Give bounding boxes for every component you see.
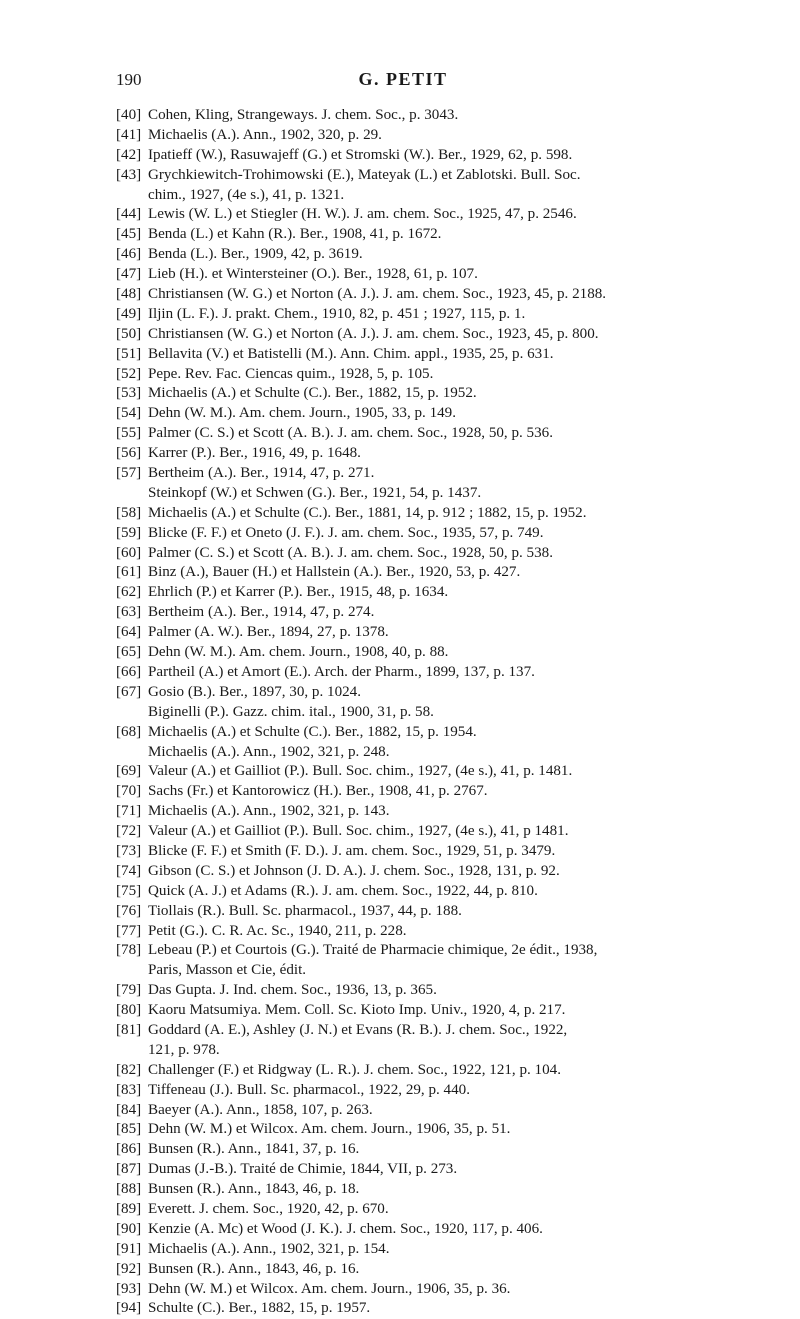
- reference-line: [116, 563, 704, 583]
- reference-line: [116, 146, 704, 166]
- reference-number: [56]: [116, 445, 142, 462]
- reference-text: Bunsen (R.). Ann., 1843, 46, p. 16.: [148, 1260, 360, 1277]
- reference-text: Challenger (F.) et Ridgway (L. R.). J. chem. Soc., 1922, 121, p. 104.: [148, 1061, 561, 1078]
- reference-line: [116, 1280, 704, 1300]
- reference-line: [116, 902, 704, 922]
- reference-text: Bertheim (A.). Ber., 1914, 47, p. 274.: [148, 604, 375, 621]
- reference-text: Steinkopf (W.) et Schwen (G.). Ber., 1921, 54, p. 1437.: [148, 484, 482, 501]
- reference-line: [116, 166, 704, 186]
- reference-text: Quick (A. J.) et Adams (R.). J. am. chem. Soc., 1922, 44, p. 810.: [148, 882, 538, 899]
- reference-text: Michaelis (A.). Ann., 1902, 321, p. 248.: [148, 743, 390, 760]
- reference-text: Lewis (W. L.) et Stiegler (H. W.). J. am. chem. Soc., 1925, 47, p. 2546.: [148, 206, 577, 223]
- reference-number: [40]: [116, 107, 142, 123]
- reference-text: Kaoru Matsumiya. Mem. Coll. Sc. Kioto Imp. Univ., 1920, 4, p. 217.: [148, 1002, 566, 1019]
- reference-text: Everett. J. chem. Soc., 1920, 42, p. 670.: [148, 1200, 389, 1217]
- reference-line: [116, 603, 704, 623]
- reference-text: 121, p. 978.: [148, 1041, 220, 1058]
- reference-text: Cohen, Kling, Strangeways. J. chem. Soc., p. 3043.: [148, 107, 459, 123]
- reference-line: [116, 782, 704, 802]
- reference-text: Bunsen (R.). Ann., 1843, 46, p. 18.: [148, 1181, 360, 1198]
- reference-number: [52]: [116, 365, 142, 382]
- reference-line: [116, 285, 704, 305]
- reference-number: [86]: [116, 1141, 142, 1158]
- reference-number: [73]: [116, 842, 142, 859]
- reference-number: [91]: [116, 1240, 142, 1257]
- reference-text: Bellavita (V.) et Batistelli (M.). Ann. Chim. appl., 1935, 25, p. 631.: [148, 345, 554, 362]
- reference-line: [116, 743, 704, 763]
- reference-line: [116, 1001, 704, 1021]
- reference-line: [116, 1061, 704, 1081]
- reference-number: [93]: [116, 1280, 142, 1297]
- reference-text: Tiollais (R.). Bull. Sc. pharmacol., 1937, 44, p. 188.: [148, 902, 462, 919]
- reference-number: [48]: [116, 286, 142, 303]
- reference-number: [53]: [116, 385, 142, 402]
- reference-number: [61]: [116, 564, 142, 581]
- reference-line: [116, 822, 704, 842]
- reference-text: Blicke (F. F.) et Oneto (J. F.). J. am. chem. Soc., 1935, 57, p. 749.: [148, 524, 544, 541]
- reference-text: Binz (A.), Bauer (H.) et Hallstein (A.). Ber., 1920, 53, p. 427.: [148, 564, 521, 581]
- reference-number: [87]: [116, 1161, 142, 1178]
- reference-line: [116, 1120, 704, 1140]
- reference-number: [65]: [116, 644, 142, 661]
- reference-text: Ehrlich (P.) et Karrer (P.). Ber., 1915, 48, p. 1634.: [148, 584, 449, 601]
- reference-text: Kenzie (A. Mc) et Wood (J. K.). J. chem. Soc., 1920, 117, p. 406.: [148, 1220, 543, 1237]
- reference-number: [80]: [116, 1002, 142, 1019]
- reference-number: [72]: [116, 823, 142, 840]
- reference-number: [49]: [116, 305, 142, 322]
- reference-line: [116, 842, 704, 862]
- page-header: [116, 70, 690, 94]
- reference-line: [116, 1160, 704, 1180]
- reference-line: [116, 305, 704, 325]
- reference-line: [116, 106, 704, 126]
- reference-text: Michaelis (A.) et Schulte (C.). Ber., 1881, 14, p. 912 ; 1882, 15, p. 1952.: [148, 504, 587, 521]
- reference-number: [74]: [116, 862, 142, 879]
- reference-text: Das Gupta. J. Ind. chem. Soc., 1936, 13, p. 365.: [148, 982, 437, 999]
- reference-line: [116, 404, 704, 424]
- reference-line: [116, 1180, 704, 1200]
- reference-line: [116, 1220, 704, 1240]
- reference-line: [116, 126, 704, 146]
- reference-text: Christiansen (W. G.) et Norton (A. J.). J. am. chem. Soc., 1923, 45, p. 2188.: [148, 286, 607, 303]
- reference-number: [88]: [116, 1181, 142, 1198]
- reference-number: [55]: [116, 425, 142, 442]
- reference-text: Palmer (C. S.) et Scott (A. B.). J. am. chem. Soc., 1928, 50, p. 538.: [148, 544, 553, 561]
- reference-text: Grychkiewitch-Trohimowski (E.), Mateyak (L.) et Zablotski. Bull. Soc.: [148, 166, 581, 183]
- reference-text: Gibson (C. S.) et Johnson (J. D. A.). J. chem. Soc., 1928, 131, p. 92.: [148, 862, 560, 879]
- reference-line: [116, 583, 704, 603]
- reference-number: [51]: [116, 345, 142, 362]
- reference-number: [77]: [116, 922, 142, 939]
- reference-text: Baeyer (A.). Ann., 1858, 107, p. 263.: [148, 1101, 373, 1118]
- reference-number: [71]: [116, 803, 142, 820]
- reference-number: [92]: [116, 1260, 142, 1277]
- reference-text: Michaelis (A.). Ann., 1902, 321, p. 154.: [148, 1240, 390, 1257]
- reference-line: [116, 683, 704, 703]
- reference-line: [116, 643, 704, 663]
- reference-line: [116, 1200, 704, 1220]
- reference-text: Petit (G.). C. R. Ac. Sc., 1940, 211, p. 228.: [148, 922, 407, 939]
- reference-number: [85]: [116, 1121, 142, 1138]
- reference-number: [41]: [116, 126, 142, 143]
- reference-line: [116, 186, 704, 206]
- reference-number: [76]: [116, 902, 142, 919]
- reference-text: Sachs (Fr.) et Kantorowicz (H.). Ber., 1908, 41, p. 2767.: [148, 783, 488, 800]
- reference-line: [116, 922, 704, 942]
- reference-line: [116, 941, 704, 961]
- reference-line: [116, 1240, 704, 1260]
- reference-list: [116, 106, 704, 1319]
- reference-number: [50]: [116, 325, 142, 342]
- reference-number: [75]: [116, 882, 142, 899]
- reference-line: [116, 544, 704, 564]
- reference-line: [116, 663, 704, 683]
- reference-text: Paris, Masson et Cie, édit.: [148, 962, 307, 979]
- reference-number: [81]: [116, 1021, 142, 1038]
- reference-line: [116, 882, 704, 902]
- reference-number: [42]: [116, 146, 142, 163]
- reference-line: [116, 961, 704, 981]
- reference-text: Ipatieff (W.), Rasuwajeff (G.) et Stromski (W.). Ber., 1929, 62, p. 598.: [148, 146, 573, 163]
- reference-number: [89]: [116, 1200, 142, 1217]
- reference-line: [116, 464, 704, 484]
- reference-line: [116, 723, 704, 743]
- reference-line: [116, 345, 704, 365]
- reference-text: Palmer (C. S.) et Scott (A. B.). J. am. chem. Soc., 1928, 50, p. 536.: [148, 425, 553, 442]
- reference-number: [64]: [116, 624, 142, 641]
- reference-line: [116, 484, 704, 504]
- reference-number: [79]: [116, 982, 142, 999]
- reference-line: [116, 265, 704, 285]
- reference-number: [90]: [116, 1220, 142, 1237]
- reference-line: [116, 524, 704, 544]
- reference-line: [116, 384, 704, 404]
- reference-number: [67]: [116, 683, 142, 700]
- reference-text: Benda (L.). Ber., 1909, 42, p. 3619.: [148, 246, 363, 263]
- reference-number: [70]: [116, 783, 142, 800]
- reference-number: [59]: [116, 524, 142, 541]
- reference-line: [116, 424, 704, 444]
- reference-text: chim., 1927, (4e s.), 41, p. 1321.: [148, 186, 345, 203]
- reference-number: [66]: [116, 663, 142, 680]
- reference-text: Goddard (A. E.), Ashley (J. N.) et Evans (R. B.). J. chem. Soc., 1922,: [148, 1021, 568, 1038]
- reference-line: [116, 1041, 704, 1061]
- reference-text: Biginelli (P.). Gazz. chim. ital., 1900, 31, p. 58.: [148, 703, 434, 720]
- reference-text: Pepe. Rev. Fac. Ciencas quim., 1928, 5, p. 105.: [148, 365, 434, 382]
- reference-text: Dehn (W. M.). Am. chem. Journ., 1905, 33, p. 149.: [148, 405, 456, 422]
- reference-number: [57]: [116, 465, 142, 482]
- reference-text: Dumas (J.-B.). Traité de Chimie, 1844, VII, p. 273.: [148, 1161, 458, 1178]
- reference-text: Bertheim (A.). Ber., 1914, 47, p. 271.: [148, 465, 375, 482]
- reference-text: Bunsen (R.). Ann., 1841, 37, p. 16.: [148, 1141, 360, 1158]
- reference-number: [68]: [116, 723, 142, 740]
- reference-number: [46]: [116, 246, 142, 263]
- reference-text: Dehn (W. M.) et Wilcox. Am. chem. Journ., 1906, 35, p. 51.: [148, 1121, 511, 1138]
- reference-text: Benda (L.) et Kahn (R.). Ber., 1908, 41, p. 1672.: [148, 226, 442, 243]
- reference-line: [116, 1081, 704, 1101]
- reference-line: [116, 802, 704, 822]
- reference-text: Tiffeneau (J.). Bull. Sc. pharmacol., 1922, 29, p. 440.: [148, 1081, 470, 1098]
- reference-text: Blicke (F. F.) et Smith (F. D.). J. am. chem. Soc., 1929, 51, p. 3479.: [148, 842, 556, 859]
- page-number: 190: [116, 70, 142, 89]
- reference-number: [94]: [116, 1300, 142, 1317]
- reference-line: [116, 1101, 704, 1121]
- reference-line: [116, 1260, 704, 1280]
- reference-line: [116, 225, 704, 245]
- reference-number: [69]: [116, 763, 142, 780]
- reference-line: [116, 981, 704, 1001]
- reference-number: [82]: [116, 1061, 142, 1078]
- reference-number: [47]: [116, 266, 142, 283]
- reference-text: Palmer (A. W.). Ber., 1894, 27, p. 1378.: [148, 624, 389, 641]
- reference-text: Schulte (C.). Ber., 1882, 15, p. 1957.: [148, 1300, 371, 1317]
- reference-number: [78]: [116, 942, 142, 959]
- reference-number: [43]: [116, 166, 142, 183]
- reference-number: [45]: [116, 226, 142, 243]
- reference-text: Michaelis (A.) et Schulte (C.). Ber., 1882, 15, p. 1954.: [148, 723, 477, 740]
- reference-text: Lebeau (P.) et Courtois (G.). Traité de Pharmacie chimique, 2e édit., 1938,: [148, 942, 598, 959]
- reference-text: Dehn (W. M.). Am. chem. Journ., 1908, 40, p. 88.: [148, 644, 449, 661]
- running-title: G. PETIT: [358, 69, 448, 89]
- reference-line: [116, 623, 704, 643]
- reference-line: [116, 862, 704, 882]
- reference-number: [58]: [116, 504, 142, 521]
- reference-text: Michaelis (A.). Ann., 1902, 320, p. 29.: [148, 126, 382, 143]
- reference-number: [54]: [116, 405, 142, 422]
- reference-line: [116, 504, 704, 524]
- reference-text: Dehn (W. M.) et Wilcox. Am. chem. Journ., 1906, 35, p. 36.: [148, 1280, 511, 1297]
- reference-line: [116, 365, 704, 385]
- reference-text: Iljin (L. F.). J. prakt. Chem., 1910, 82, p. 451 ; 1927, 115, p. 1.: [148, 305, 526, 322]
- reference-number: [84]: [116, 1101, 142, 1118]
- reference-line: [116, 1021, 704, 1041]
- reference-line: [116, 444, 704, 464]
- reference-line: [116, 325, 704, 345]
- reference-text: Lieb (H.). et Wintersteiner (O.). Ber., 1928, 61, p. 107.: [148, 266, 478, 283]
- reference-text: Valeur (A.) et Gailliot (P.). Bull. Soc. chim., 1927, (4e s.), 41, p 1481.: [148, 823, 569, 840]
- reference-line: [116, 205, 704, 225]
- reference-line: [116, 1140, 704, 1160]
- reference-line: [116, 762, 704, 782]
- reference-line: [116, 1299, 704, 1319]
- reference-text: Valeur (A.) et Gailliot (P.). Bull. Soc. chim., 1927, (4e s.), 41, p. 1481.: [148, 763, 573, 780]
- reference-number: [44]: [116, 206, 142, 223]
- reference-text: Christiansen (W. G.) et Norton (A. J.). J. am. chem. Soc., 1923, 45, p. 800.: [148, 325, 599, 342]
- reference-line: [116, 703, 704, 723]
- reference-line: [116, 245, 704, 265]
- reference-text: Michaelis (A.). Ann., 1902, 321, p. 143.: [148, 803, 390, 820]
- reference-text: Gosio (B.). Ber., 1897, 30, p. 1024.: [148, 683, 361, 700]
- reference-text: Michaelis (A.) et Schulte (C.). Ber., 1882, 15, p. 1952.: [148, 385, 477, 402]
- reference-text: Karrer (P.). Ber., 1916, 49, p. 1648.: [148, 445, 361, 462]
- reference-number: [83]: [116, 1081, 142, 1098]
- reference-number: [62]: [116, 584, 142, 601]
- reference-number: [63]: [116, 604, 142, 621]
- reference-text: Partheil (A.) et Amort (E.). Arch. der Pharm., 1899, 137, p. 137.: [148, 663, 535, 680]
- reference-number: [60]: [116, 544, 142, 561]
